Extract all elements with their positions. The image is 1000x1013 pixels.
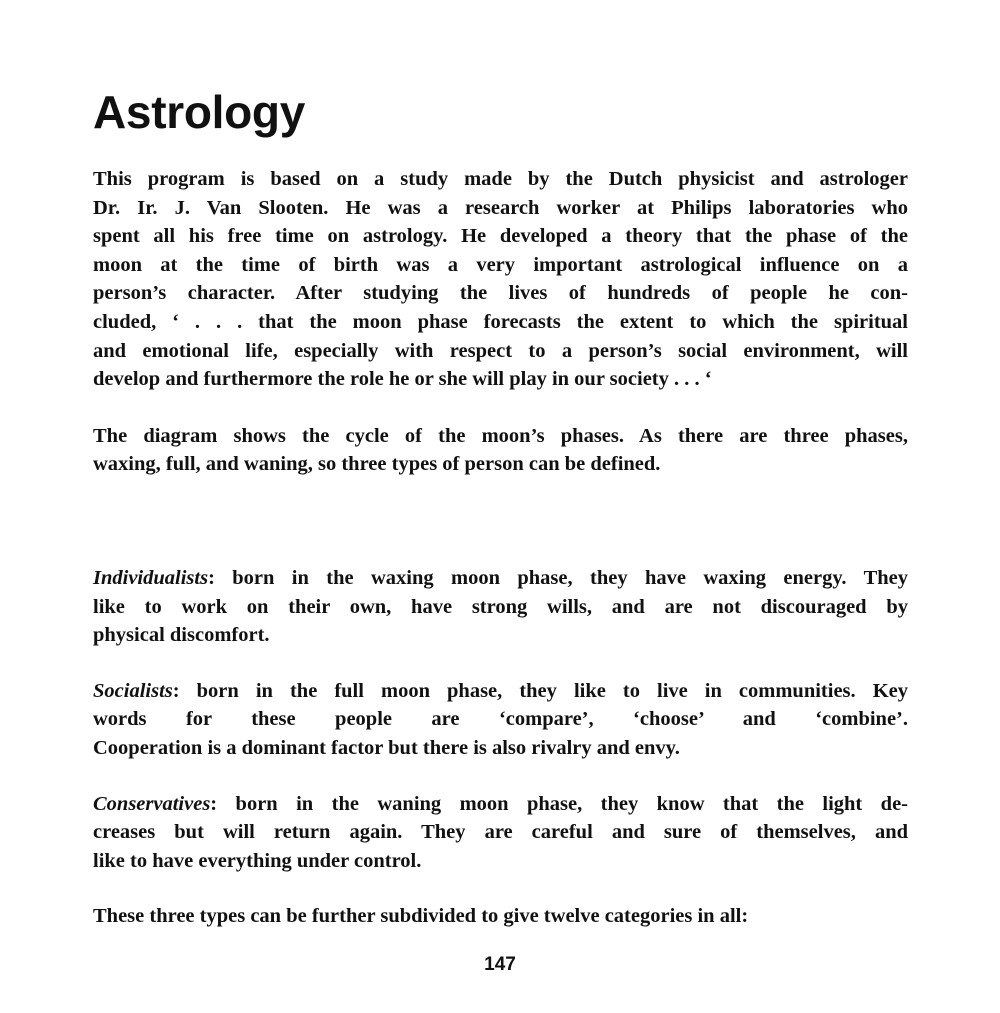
definition-term: Socialists [93,679,173,702]
definition-term: Individualists [93,566,209,589]
page-title: Astrology [93,86,305,138]
intro-line: This program is based on a study made by the Dutch physicist and astrologer [93,168,908,190]
definition-socialists [93,677,908,763]
definition-term: Conservatives [93,792,211,815]
definition-text: : born in the waning moon phase, they know that the light de- [210,792,908,815]
definition-line: Cooperation is a dominant factor but there is also rivalry and envy. [93,736,680,759]
definition-line: like to have everything under control. [93,849,422,872]
definition-text: : born in the full moon phase, they like to live in communities. Key [172,679,908,702]
definition-text: : born in the waxing moon phase, they have waxing energy. They [208,566,908,589]
page-content [93,86,908,931]
diagram-note-paragraph [93,422,908,479]
intro-line: moon at the time of birth was a very important astrological influence on a [93,253,908,276]
intro-line: cluded, ‘ . . . that the moon phase forecasts the extent to which the spiritual [93,310,908,333]
intro-line: Dr. Ir. J. Van Slooten. He was a research worker at Philips laboratories who [93,196,908,219]
intro-line: and emotional life, especially with respect to a person’s social environment, will [93,339,908,362]
definition-line: words for these people are ‘compare’, ‘choose’ and ‘combine’. [93,708,908,731]
intro-line: develop and furthermore the role he or she will play in our society . . . ‘ [93,368,712,391]
definition-first-line [93,677,908,706]
intro-line: spent all his free time on astrology. He developed a theory that the phase of the [93,225,908,248]
definition-line: creases but will return again. They are careful and sure of themselves, and [93,821,908,844]
definition-individualists [93,564,908,650]
definition-first-line [93,564,908,593]
intro-paragraph [93,165,908,394]
definition-conservatives [93,790,908,876]
definition-line: like to work on their own, have strong wills, and are not discouraged by [93,595,908,618]
definition-first-line [93,790,908,819]
intro-line: person’s character. After studying the lives of hundreds of people he con- [93,282,908,305]
diagram-note-line: The diagram shows the cycle of the moon’s phases. As there are three phases, [93,424,908,447]
page-number: 147 [484,954,516,975]
diagram-note-line: waxing, full, and waning, so three types of person can be defined. [93,453,661,476]
definition-line: physical discomfort. [93,624,270,647]
closing-paragraph: These three types can be further subdivided to give twelve categories in all: [93,905,749,928]
